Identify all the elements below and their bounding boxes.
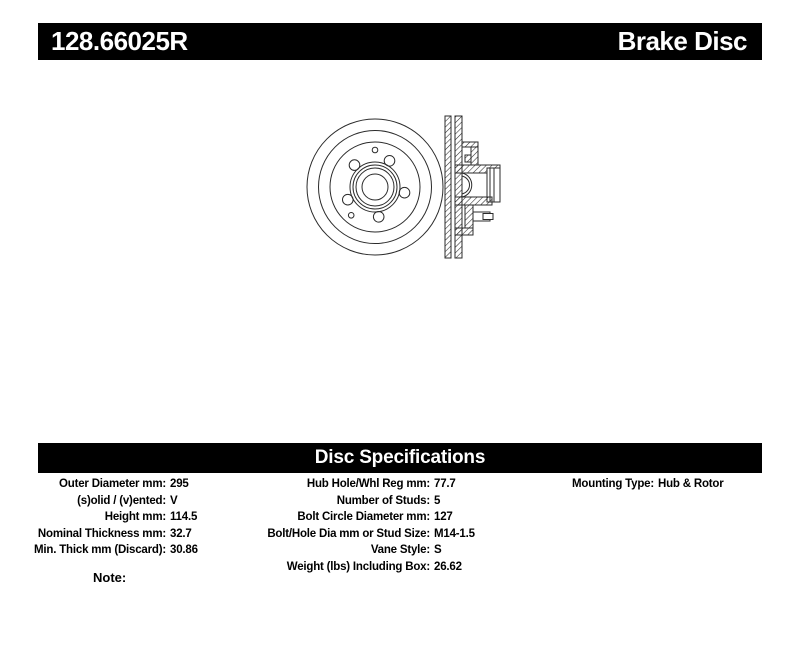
spec-label: Hub Hole/Whl Reg mm: [306,478,430,490]
spec-value: 127 [434,511,453,523]
spec-value: V [170,494,178,507]
spec-value: 114.5 [170,511,198,523]
spec-column-left [30,476,198,559]
spec-row [240,493,475,510]
spec-value: S [434,544,442,556]
disc-side-view [445,116,500,258]
spec-value: M14-1.5 [434,527,475,540]
spec-row [30,476,198,493]
spec-value: 26.62 [434,560,462,573]
spec-label: Vane Style: [370,544,430,556]
spec-value: 32.7 [170,527,192,540]
spec-value: 295 [170,478,189,490]
spec-value: Hub & Rotor [658,478,724,490]
spec-row [30,509,198,526]
part-number: 128.66025R [51,26,188,56]
spec-row [240,559,475,576]
spec-row [30,526,198,543]
stud-hole [399,187,410,198]
spec-label: Mounting Type: [572,478,654,490]
small-hole [372,147,378,153]
small-hole [348,213,354,219]
brake-disc-technical-drawing [288,103,522,271]
spec-label: Number of Studs: [336,494,430,507]
spec-label: Nominal Thickness mm: [37,527,166,540]
spec-row [240,476,475,493]
spec-column-right [528,476,724,493]
product-name: Brake Disc [617,26,747,56]
spec-label: Height mm: [104,511,166,523]
spec-row [240,509,475,526]
spec-label: (s)olid / (v)ented: [77,494,166,507]
spec-row [240,542,475,559]
spec-section-title: Disc Specifications [38,443,762,473]
spec-label: Bolt Circle Diameter mm: [297,511,430,523]
spec-row [240,526,475,543]
spec-value: 77.7 [434,478,456,490]
wheel-stud-thread [483,214,493,220]
spec-label: Weight (lbs) Including Box: [286,560,430,573]
spec-label: Outer Diameter mm: [59,478,166,490]
header-bar [38,23,762,60]
spec-column-middle [240,476,475,575]
spec-label: Bolt/Hole Dia mm or Stud Size: [267,527,430,540]
stud-hole [384,156,395,167]
spec-row [528,476,724,493]
stud-hole [349,160,360,171]
note-label: Note: [93,570,127,585]
spec-value: 5 [434,494,441,507]
spec-row [30,493,198,510]
disc-front-view [307,119,443,255]
spec-value: 30.86 [170,544,198,556]
spec-label: Min. Thick mm (Discard): [34,544,166,556]
spec-row [30,542,198,559]
stud-hole [373,212,384,223]
stud-hole [343,194,354,205]
